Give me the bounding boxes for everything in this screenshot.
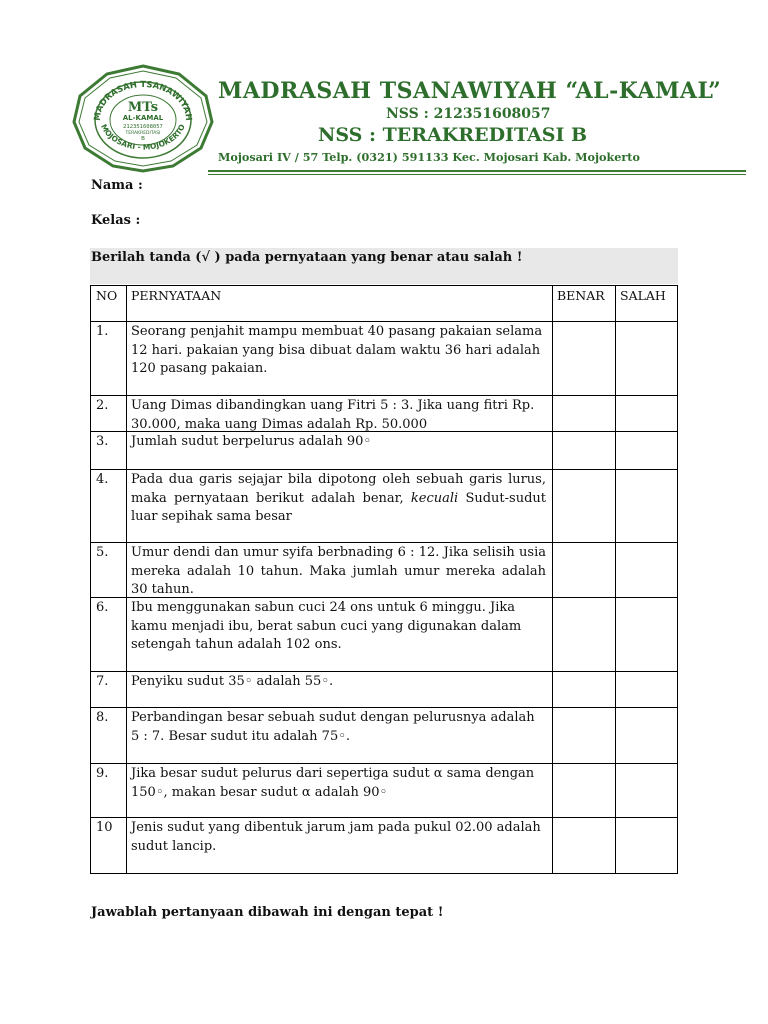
logo-name: AL-KAMAL [122, 114, 164, 122]
table-border-right [677, 285, 678, 874]
table-row-line [90, 817, 678, 818]
header-salah: SALAH [620, 288, 666, 303]
class-field-label: Kelas : [91, 213, 141, 228]
row-statement: Perbandingan besar sebuah sudut dengan pelurusnya adalah 5 : 7. Besar sudut itu adalah 75◦. [131, 710, 535, 744]
emphasis-text: kecuali [410, 490, 459, 506]
school-name: MADRASAH TSANAWIYAH “AL-KAMAL” [218, 78, 722, 104]
table-row-line [90, 395, 678, 396]
row-number: 1. [96, 324, 109, 339]
row-statement: Jika besar sudut pelurus dari sepertiga sudut α sama dengan 150◦, makan besar sudut α adalah 90◦ [131, 766, 535, 800]
row-statement: Jenis sudut yang dibentuk jarum jam pada pukul 02.00 adalah sudut lancip. [131, 820, 541, 854]
logo-top-text: MADRASAH TSANAWIYAH [92, 79, 194, 122]
row-number: 7. [96, 674, 109, 689]
table-row-line [90, 469, 678, 470]
row-statement: Jumlah sudut berpelurus adalah 90◦ [131, 434, 372, 449]
row-statement: Ibu menggunakan sabun cuci 24 ons untuk 6 minggu. Jika kamu menjadi ibu, berat sabun cuci yang digunakan dalam setengah tahun adalah 102 ons. [131, 600, 522, 652]
row-number: 6. [96, 600, 109, 615]
school-address: Mojosari IV / 57 Telp. (0321) 591133 Kec. Mojosari Kab. Mojokerto [218, 150, 640, 164]
row-number: 9. [96, 766, 109, 781]
table-col-divider-no [126, 285, 127, 874]
table-row-line [90, 707, 678, 708]
row-number: 3. [96, 434, 109, 449]
table-col-divider-benar [615, 285, 616, 874]
header-rule [208, 170, 746, 172]
row-number: 10 [96, 820, 113, 835]
nss-accreditation: NSS : TERAKREDITASI B [318, 124, 588, 146]
header-rule-thin [208, 174, 746, 175]
logo-grade: B [141, 136, 145, 142]
logo-number: 212351608057 [123, 124, 163, 130]
header-no: NO [96, 288, 118, 303]
table-border-bottom [90, 873, 678, 874]
true-false-instruction: Berilah tanda (√ ) pada pernyataan yang benar atau salah ! [91, 250, 523, 265]
table-border-left [90, 285, 91, 874]
row-statement: Umur dendi dan umur syifa berbnading 6 : 12. Jika selisih usia mereka adalah 10 tahun. Maka jumlah umur mereka adalah 30 tahun. [131, 545, 546, 597]
row-statement: Penyiku sudut 35◦ adalah 55◦. [131, 674, 334, 689]
table-row-line [90, 321, 678, 322]
essay-instruction: Jawablah pertanyaan dibawah ini dengan tepat ! [91, 905, 444, 920]
table-row-line [90, 671, 678, 672]
table-col-divider-statement [552, 285, 553, 874]
row-statement: Seorang penjahit mampu membuat 40 pasang pakaian selama 12 hari. pakaian yang bisa dibuat dalam waktu 36 hari adalah 120 pasang pakaian. [131, 324, 543, 376]
nss-number: NSS : 212351608057 [386, 106, 551, 122]
row-statement: Uang Dimas dibandingkan uang Fitri 5 : 3. Jika uang fitri Rp. 30.000, maka uang Dimas adalah Rp. 50.000 [131, 398, 535, 432]
header-statement: PERNYATAAN [131, 288, 222, 303]
header-benar: BENAR [557, 288, 605, 303]
table-row-line [90, 542, 678, 543]
row-statement: Pada dua garis sejajar bila dipotong oleh sebuah garis lurus, maka pernyataan berikut adalah benar, kecuali Sudut-sudut luar sepihak sama besar [131, 472, 546, 524]
school-logo [70, 62, 216, 174]
logo-bottom-text: MOJOSARI - MOJOKERTO [99, 122, 187, 152]
row-number: 4. [96, 472, 109, 487]
row-number: 8. [96, 710, 109, 725]
name-field-label: Nama : [91, 178, 143, 193]
row-number: 5. [96, 545, 109, 560]
table-row-line [90, 763, 678, 764]
true-false-table [90, 285, 678, 874]
logo-accreditation: TERAKREDITASI [125, 131, 161, 136]
row-number: 2. [96, 398, 109, 413]
logo-mts: MTs [127, 100, 159, 115]
table-border-top [90, 285, 678, 286]
